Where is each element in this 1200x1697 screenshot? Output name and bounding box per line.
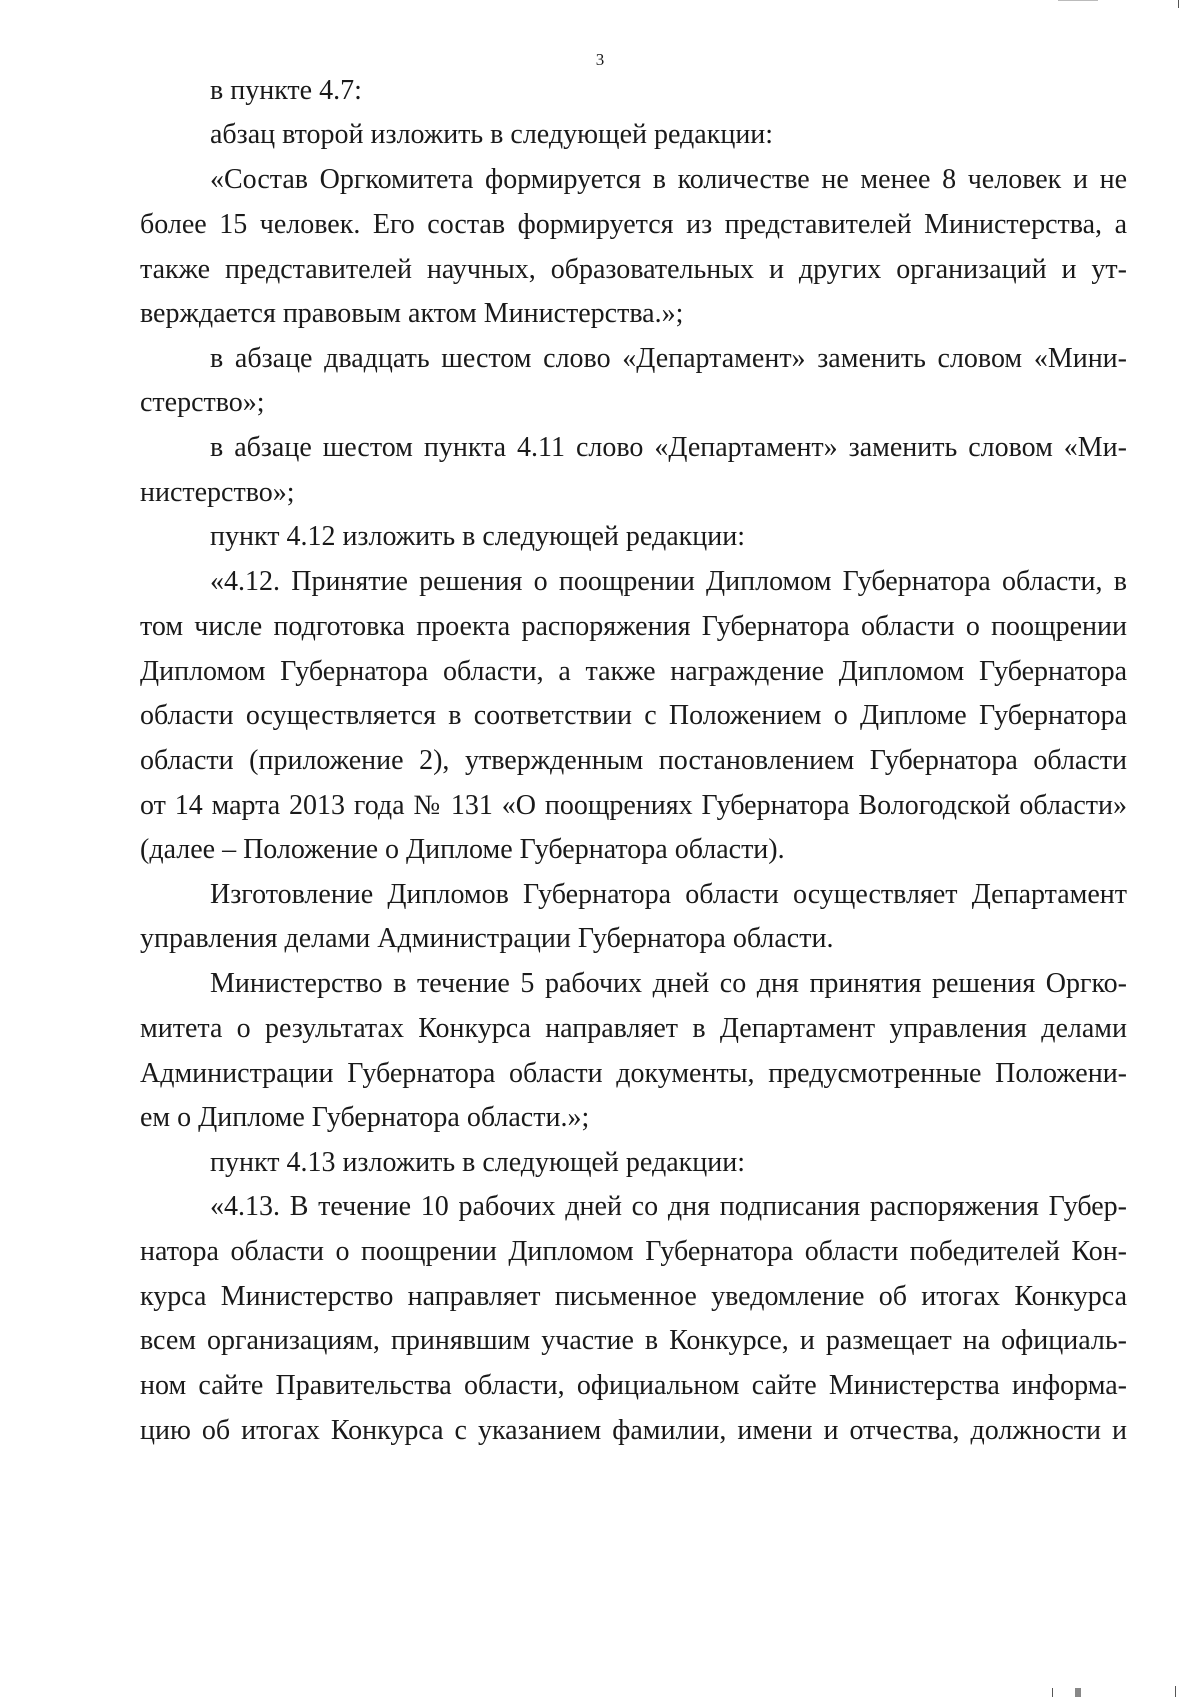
text-line: Дипломом Губернатора области, а также награждение Дипломом Губернатора	[140, 656, 1127, 687]
text-line: Изготовление Дипломов Губернатора области осуществляет Департамент	[210, 879, 1127, 910]
scan-mark	[1075, 1688, 1081, 1697]
text-line: в абзаце двадцать шестом слово «Департамент» заменить словом «Мини-	[210, 343, 1127, 374]
text-line: натора области о поощрении Дипломом Губернатора области победителей Кон-	[140, 1236, 1127, 1267]
text-line: области (приложение 2), утвержденным постановлением Губернатора области	[140, 745, 1127, 776]
text-line: области осуществляется в соответствии с Положением о Дипломе Губернатора	[140, 700, 1127, 731]
text-line: от 14 марта 2013 года № 131 «О поощрениях Губернатора Вологодской области»	[140, 790, 1127, 821]
page-number: 3	[595, 50, 605, 69]
text-line: пункт 4.12 изложить в следующей редакции:	[210, 521, 745, 552]
text-line: (далее – Положение о Дипломе Губернатора области).	[140, 834, 785, 865]
text-line: абзац второй изложить в следующей редакции:	[210, 119, 774, 150]
text-line: в пункте 4.7:	[210, 75, 362, 106]
text-line: Министерство в течение 5 рабочих дней со дня принятия решения Оргко-	[210, 968, 1127, 999]
text-line: курса Министерство направляет письменное уведомление об итогах Конкурса	[140, 1281, 1127, 1312]
scan-mark	[1058, 0, 1098, 1]
text-line: управления делами Администрации Губернатора области.	[140, 923, 834, 954]
text-line: нистерство»;	[140, 477, 295, 508]
text-line: пункт 4.13 изложить в следующей редакции:	[210, 1147, 745, 1178]
text-line: «4.13. В течение 10 рабочих дней со дня подписания распоряжения Губер-	[210, 1191, 1127, 1222]
text-line: также представителей научных, образовательных и других организаций и ут-	[140, 254, 1127, 285]
text-line: в абзаце шестом пункта 4.11 слово «Департамент» заменить словом «Ми-	[210, 432, 1127, 463]
scan-mark	[1052, 1688, 1053, 1697]
text-line: верждается правовым актом Министерства.»;	[140, 298, 684, 329]
text-line: том числе подготовка проекта распоряжения Губернатора области о поощрении	[140, 611, 1127, 642]
text-line: ном сайте Правительства области, официальном сайте Министерства информа-	[140, 1370, 1127, 1401]
scan-mark	[1178, 0, 1179, 8]
text-line: стерство»;	[140, 387, 265, 418]
text-line: митета о результатах Конкурса направляет в Департамент управления делами	[140, 1013, 1127, 1044]
text-line: ем о Дипломе Губернатора области.»;	[140, 1102, 590, 1133]
scan-mark	[1175, 1686, 1176, 1697]
text-line: «Состав Оргкомитета формируется в количестве не менее 8 человек и не	[210, 164, 1127, 195]
text-line: Администрации Губернатора области документы, предусмотренные Положени-	[140, 1058, 1127, 1089]
text-line: «4.12. Принятие решения о поощрении Дипломом Губернатора области, в	[210, 566, 1127, 597]
text-line: более 15 человек. Его состав формируется из представителей Министерства, а	[140, 209, 1127, 240]
text-line: цию об итогах Конкурса с указанием фамилии, имени и отчества, должности и	[140, 1415, 1127, 1446]
text-line: всем организациям, принявшим участие в Конкурсе, и размещает на официаль-	[140, 1325, 1127, 1356]
